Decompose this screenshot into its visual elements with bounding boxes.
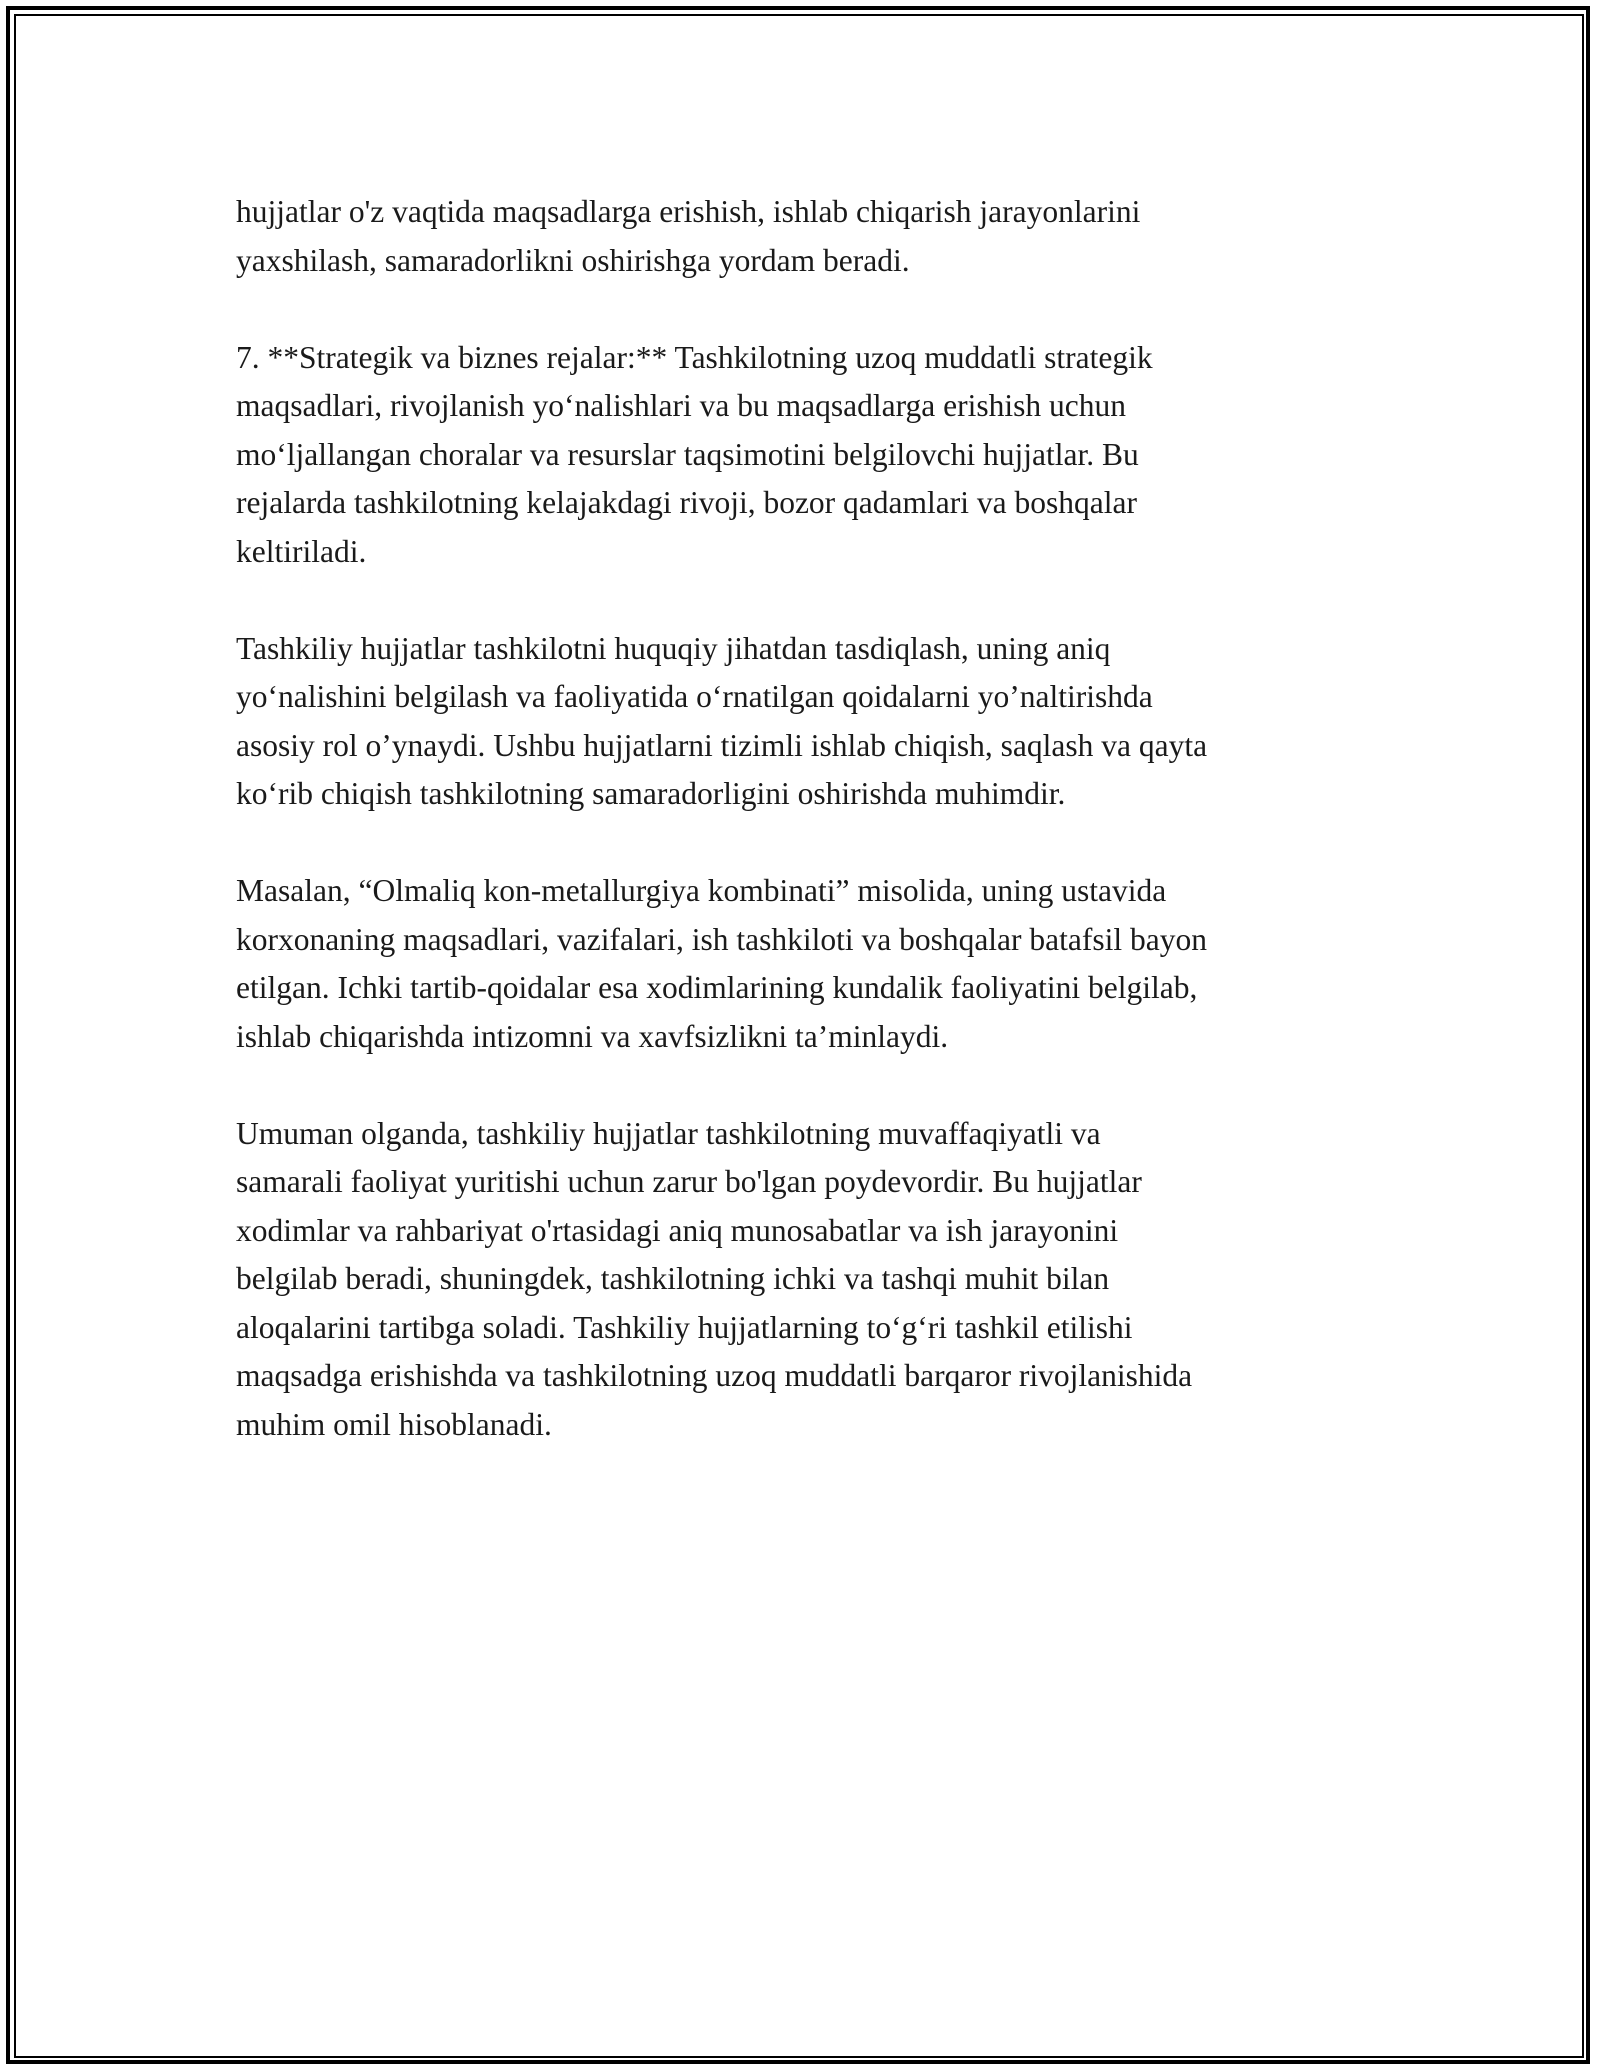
paragraph-5: Umuman olganda, tashkiliy hujjatlar tashkilotning muvaffaqiyatli va samarali faoliyat yuritishi uchun zarur bo'lgan poydevordir. Bu hujjatlar xodimlar va rahbariyat o'rtasidagi aniq munosabatlar va ish jarayonini belgilab beradi, shuningdek, tashkilotning ichki va tashqi muhit bilan aloqalarini tartibga soladi. Tashkiliy hujjatlarning to‘g‘ri tashkil etilishi maqsadga erishishda va tashkilotning uzoq muddatli barqaror rivojlanishida muhim omil hisoblanadi. (236, 1115, 1193, 1442)
paragraph-1: hujjatlar o'z vaqtida maqsadlarga erishish, ishlab chiqarish jarayonlarini yaxshilash, samaradorlikni oshirishga yordam beradi. (236, 194, 1141, 278)
paragraph-2: 7. **Strategik va biznes rejalar:** Tashkilotning uzoq muddatli strategik maqsadlari, rivojlanish yo‘nalishlari va bu maqsadlarga erishish uchun mo‘ljallangan choralar va resurslar taqsimotini belgilovchi hujjatlar. Bu rejalarda tashkilotning kelajakdagi rivoji, bozor qadamlari va boshqalar keltiriladi. (236, 339, 1153, 569)
paragraph-3: Tashkiliy hujjatlar tashkilotni huquqiy jihatdan tasdiqlash, uning aniq yo‘nalishini belgilash va faoliyatida o‘rnatilgan qoidalarni yo’naltirishda asosiy rol o’ynaydi. Ushbu hujjatlarni tizimli ishlab chiqish, saqlash va qayta ko‘rib chiqish tashkilotning samaradorligini oshirishda muhimdir. (236, 630, 1208, 811)
paragraph-4: Masalan, “Olmaliq kon-metallurgiya kombinati” misolida, uning ustavida korxonaning maqsadlari, vazifalari, ish tashkiloti va boshqalar batafsil bayon etilgan. Ichki tartib-qoidalar esa xodimlarining kundalik faoliyatini belgilab, ishlab chiqarishda intizomni va xavfsizlikni ta’minlaydi. (236, 873, 1207, 1054)
document-body (236, 188, 1376, 1449)
